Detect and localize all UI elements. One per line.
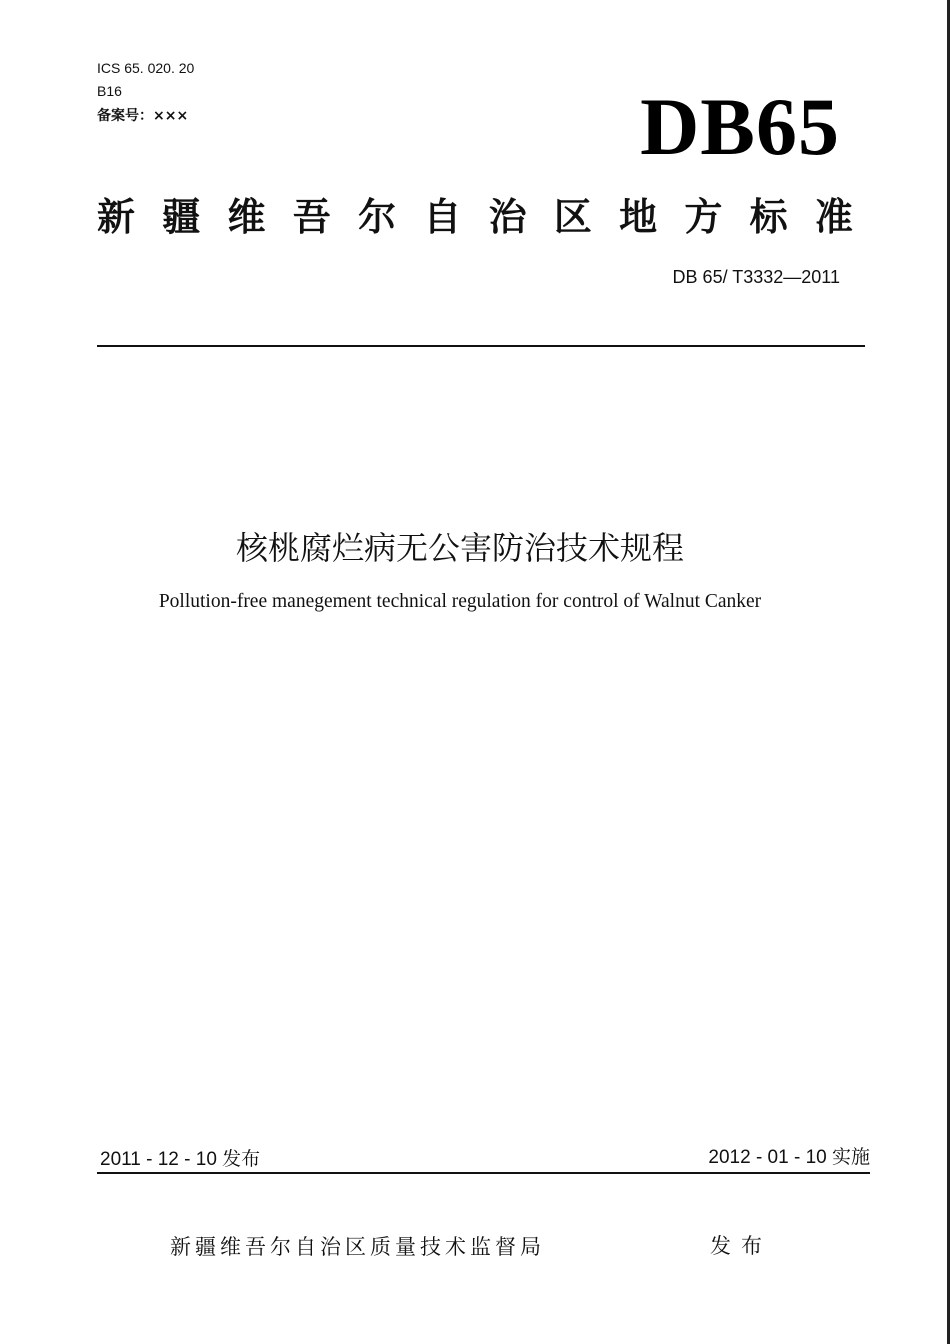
- standard-title: [97, 193, 853, 241]
- standard-title-char: 标: [749, 195, 788, 239]
- issuing-authority: 新疆维吾尔自治区质量技术监督局: [170, 1235, 545, 1259]
- standard-title-char: 吾: [292, 195, 331, 239]
- standard-title-char: 自: [423, 195, 462, 239]
- standard-title-char: 方: [684, 195, 723, 239]
- footer-divider: [97, 1172, 870, 1174]
- standard-title-char: 治: [488, 195, 527, 239]
- document-title-chinese: 核桃腐烂病无公害防治技术规程: [235, 529, 684, 567]
- standard-title-char: 新: [97, 195, 136, 239]
- standard-title-char: 尔: [358, 195, 397, 239]
- ccs-code: B16: [97, 83, 122, 99]
- standard-number: DB 65/ T3332—2011: [672, 267, 840, 287]
- db65-logo: DB65: [640, 81, 840, 172]
- document-title-english: Pollution-free manegement technical regulation for control of Walnut Canker: [158, 591, 762, 612]
- header-divider: [97, 345, 865, 347]
- standard-title-char: 疆: [162, 195, 201, 239]
- standard-title-char: 准: [814, 195, 853, 239]
- standard-title-char: 区: [553, 195, 592, 239]
- issue-label: 发布: [710, 1234, 772, 1258]
- standard-title-char: 维: [227, 195, 266, 239]
- implementation-date: 2012 - 01 - 10 实施: [708, 1147, 870, 1168]
- issue-date: 2011 - 12 - 10 发布: [100, 1149, 261, 1170]
- standard-title-char: 地: [619, 195, 658, 239]
- ics-code: ICS 65. 020. 20: [97, 60, 195, 76]
- filing-number: 备案号：×××: [97, 108, 189, 124]
